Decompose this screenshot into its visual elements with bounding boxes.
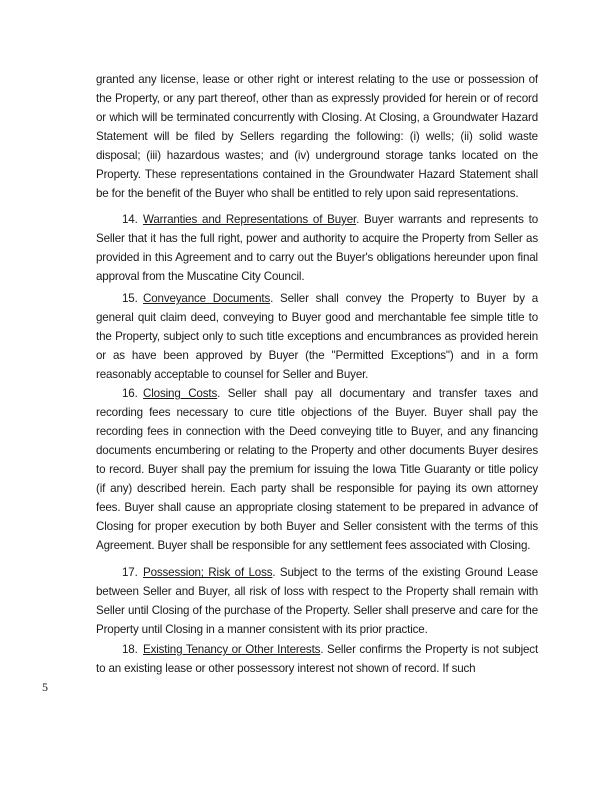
section-number: 17. — [122, 566, 138, 579]
section-paragraph — [96, 384, 538, 555]
section-heading: Existing Tenancy or Other Interests — [143, 643, 321, 656]
section-number: 18. — [122, 643, 138, 656]
section-number: 16. — [122, 387, 138, 400]
continuation-paragraph: granted any license, lease or other right or interest relating to the use or possession of the Property, or any part thereof, other than as expressly provided for herein or of record or which will be terminated concurrently with Closing. At Closing, a Groundwater Hazard Statement will be filed by Sellers regarding the following: (i) wells; (ii) solid waste disposal; (iii) hazardous wastes; and (iv) underground storage tanks located on the Property. These representations contained in the Groundwater Hazard Statement shall be for the benefit of the Buyer who shall be entitled to rely upon said representations. — [96, 73, 538, 200]
section-number: 14. — [122, 213, 138, 226]
section-heading: Conveyance Documents — [143, 292, 271, 305]
page-number: 5 — [42, 680, 48, 694]
section-heading: Closing Costs — [143, 387, 218, 400]
section-text: . Seller confirms the Property is not subject to an existing lease or other possessory interest not shown of record. If such — [96, 643, 539, 675]
section-heading: Possession; Risk of Loss — [143, 566, 273, 579]
section-15 — [96, 289, 538, 384]
section-text: . Seller shall convey the Property to Buyer by a general quit claim deed, conveying to Buyer good and merchantable fee simple title to the Property, subject only to such title exceptions and encumbrances as provided herein or as have been approved by Buyer (the "Permitted Exceptions") and in a form reasonably acceptable to counsel for Seller and Buyer. — [96, 292, 539, 381]
section-text: . Seller shall pay all documentary and transfer taxes and recording fees necessary to cure title objections of the Buyer. Buyer shall pay the recording fees in connection with the Deed conveying title to Buyer, and any financing documents encumbering or relating to the Property and other documents Buyer desires to record. Buyer shall pay the premium for issuing the Iowa Title Guaranty or title policy (if any) described herein. Each party shall be responsible for paying its own attorney fees. Buyer shall cause an appropriate closing statement to be prepared in advance of Closing for proper execution by both Buyer and Seller consistent with the terms of this Agreement. Buyer shall be responsible for any settlement fees associated with Closing. — [96, 387, 538, 552]
section-14 — [96, 210, 538, 286]
section-16 — [96, 384, 538, 555]
section-paragraph — [96, 289, 538, 384]
section-paragraph — [96, 210, 538, 286]
section-text: . Subject to the terms of the existing Ground Lease between Seller and Buyer, all risk of loss with respect to the Property shall remain with Seller until Closing of the purchase of the Property. Seller shall preserve and care for the Property until Closing in a manner consistent with its prior practice. — [96, 566, 539, 636]
continuation-block — [96, 70, 538, 203]
section-number: 15. — [122, 292, 138, 305]
section-paragraph — [96, 640, 538, 678]
section-17 — [96, 563, 538, 639]
section-heading: Warranties and Representations of Buyer — [143, 213, 357, 226]
section-paragraph — [96, 563, 538, 639]
section-text: . Buyer warrants and represents to Seller that it has the full right, power and authority to acquire the Property from Seller as provided in this Agreement and to carry out the Buyer's obligations hereunder upon final approval from the Muscatine City Council. — [96, 213, 538, 283]
section-18 — [96, 640, 538, 678]
